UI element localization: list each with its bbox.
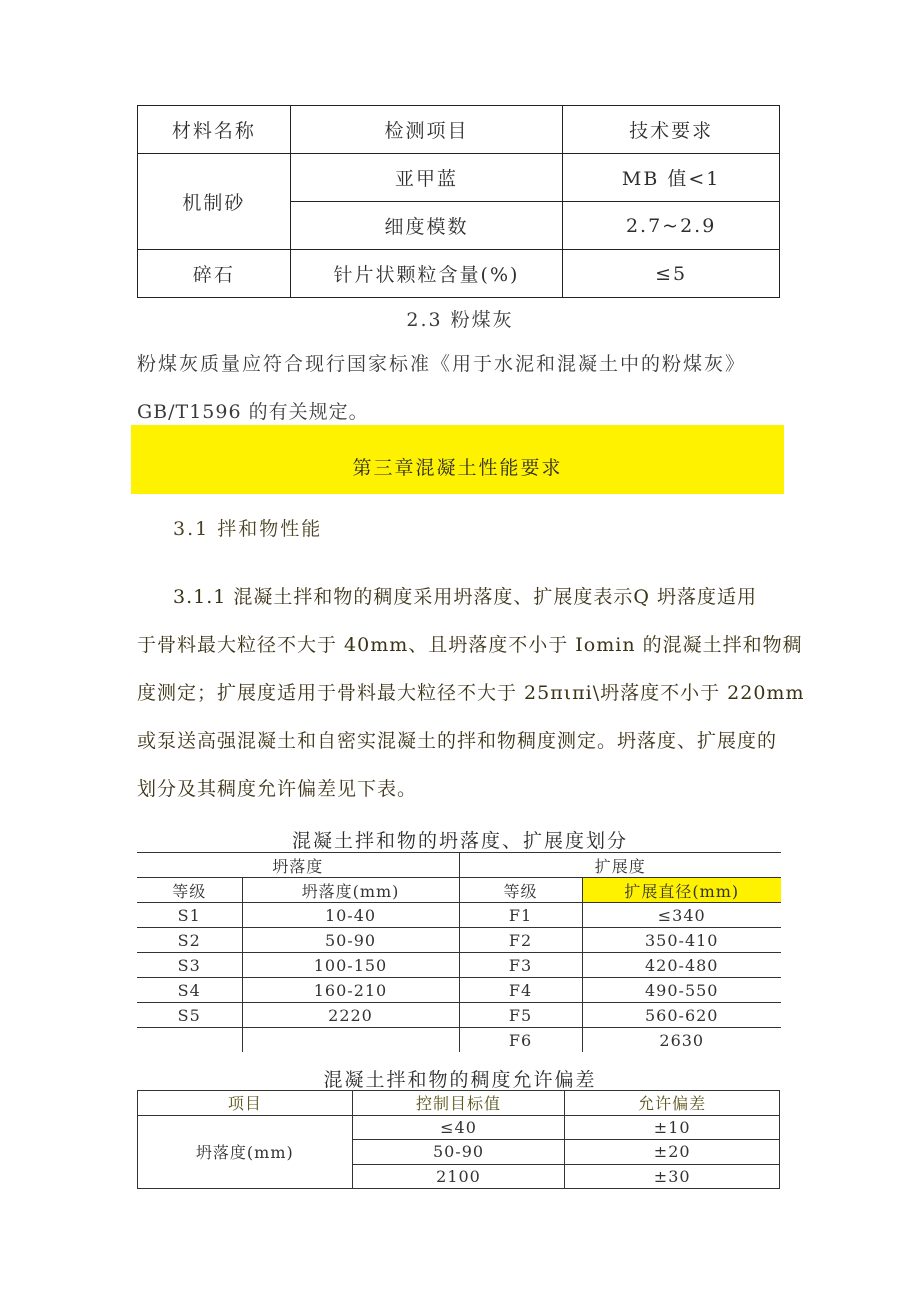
cell: ±30 (565, 1164, 780, 1189)
chapter-heading-highlight (131, 425, 784, 494)
para-line: 或泵送高强混凝土和自密实混凝土的拌和物稠度测定。坍落度、扩展度的 (137, 730, 778, 752)
material-cell: 机制砂 (138, 154, 291, 250)
header-requirement: 技术要求 (563, 106, 780, 154)
para-line: 划分及其稠度允许偏差见下表。 (137, 778, 418, 800)
para-line: 3.1.1 混凝土拌和物的稠度采用坍落度、扩展度表示Q 坍落度适用 (173, 586, 758, 608)
tolerance-table (137, 1090, 780, 1189)
header-material: 材料名称 (138, 106, 291, 154)
header-slump: 坍落度(mm) (242, 878, 459, 903)
cell: ±10 (565, 1115, 780, 1140)
cell: 50-90 (242, 928, 459, 953)
cell: S5 (137, 1003, 242, 1028)
cell (242, 1028, 459, 1053)
cell: S1 (137, 903, 242, 928)
material-cell: 碎石 (138, 250, 291, 298)
item-cell: 亚甲蓝 (290, 154, 563, 202)
group-slump: 坍落度 (137, 853, 459, 878)
cell: S2 (137, 928, 242, 953)
cell: 420-480 (582, 953, 781, 978)
cell: 560-620 (582, 1003, 781, 1028)
cell: F4 (459, 978, 582, 1003)
table-row (138, 154, 780, 202)
para-line: 粉煤灰质量应符合现行国家标准《用于水泥和混凝土中的粉煤灰》 (137, 353, 747, 375)
cell: ≤340 (582, 903, 781, 928)
cell: 2100 (352, 1164, 565, 1189)
cell: 160-210 (242, 978, 459, 1003)
header-item: 项目 (138, 1091, 353, 1116)
req-cell: 2.7~2.9 (563, 202, 780, 250)
cell: 100-150 (242, 953, 459, 978)
header-target: 控制目标值 (352, 1091, 565, 1116)
table-row (137, 1003, 781, 1028)
header-test-item: 检测项目 (290, 106, 563, 154)
cell: F3 (459, 953, 582, 978)
cell (137, 1028, 242, 1053)
header-spread-diameter: 扩展直径(mm) (582, 878, 781, 903)
table-header-row (138, 106, 780, 154)
item-cell: 细度模数 (290, 202, 563, 250)
req-cell: ≤5 (563, 250, 780, 298)
cell: F2 (459, 928, 582, 953)
table3-caption: 混凝土拌和物的稠度允许偏差 (323, 1069, 597, 1091)
header-grade: 等级 (137, 878, 242, 903)
table-header-row (137, 878, 781, 903)
table-row (138, 1115, 780, 1140)
header-tolerance: 允许偏差 (565, 1091, 780, 1116)
item-cell: 针片状颗粒含量(%) (290, 250, 563, 298)
table2-caption: 混凝土拌和物的坍落度、扩展度划分 (291, 830, 628, 852)
cell: S4 (137, 978, 242, 1003)
cell: 2630 (659, 1030, 705, 1050)
cell: 2220 (242, 1003, 459, 1028)
cell: 350-410 (582, 928, 781, 953)
chapter-title: 第三章混凝土性能要求 (352, 457, 563, 479)
cell: S3 (137, 953, 242, 978)
cell: ≤40 (352, 1115, 565, 1140)
slump-spread-table (137, 852, 781, 1052)
para-line: 度测定；扩展度适用于骨料最大粒径不大于 25πιπi\坍落度不小于 220mm (137, 682, 805, 704)
table-row (137, 903, 781, 928)
group-spread: 扩展度 (459, 853, 781, 878)
materials-table (137, 105, 780, 298)
table-row (138, 250, 780, 298)
header-grade: 等级 (459, 878, 582, 903)
cell: ±20 (565, 1140, 780, 1165)
cell: 490-550 (582, 978, 781, 1003)
table-group-row (137, 853, 781, 878)
cell: F5 (459, 1003, 582, 1028)
section-title-2-3: 2.3 粉煤灰 (406, 309, 514, 331)
cell: 10-40 (242, 903, 459, 928)
para-line: GB/T1596 的有关规定。 (137, 401, 369, 423)
table-row (137, 978, 781, 1003)
para-line: 于骨料最大粒径不大于 40mm、且坍落度不小于 Iomin 的混凝土拌和物稠 (137, 634, 803, 656)
item-cell: 坍落度(mm) (138, 1115, 353, 1189)
section-title-3-1: 3.1 拌和物性能 (173, 518, 323, 540)
table-header-row (138, 1091, 780, 1116)
cell: F1 (459, 903, 582, 928)
table-row (137, 1028, 781, 1053)
table-row (137, 953, 781, 978)
cell: F6 (459, 1028, 582, 1053)
table-row (137, 928, 781, 953)
req-cell: MB 值<1 (563, 154, 780, 202)
cell: 50-90 (352, 1140, 565, 1165)
